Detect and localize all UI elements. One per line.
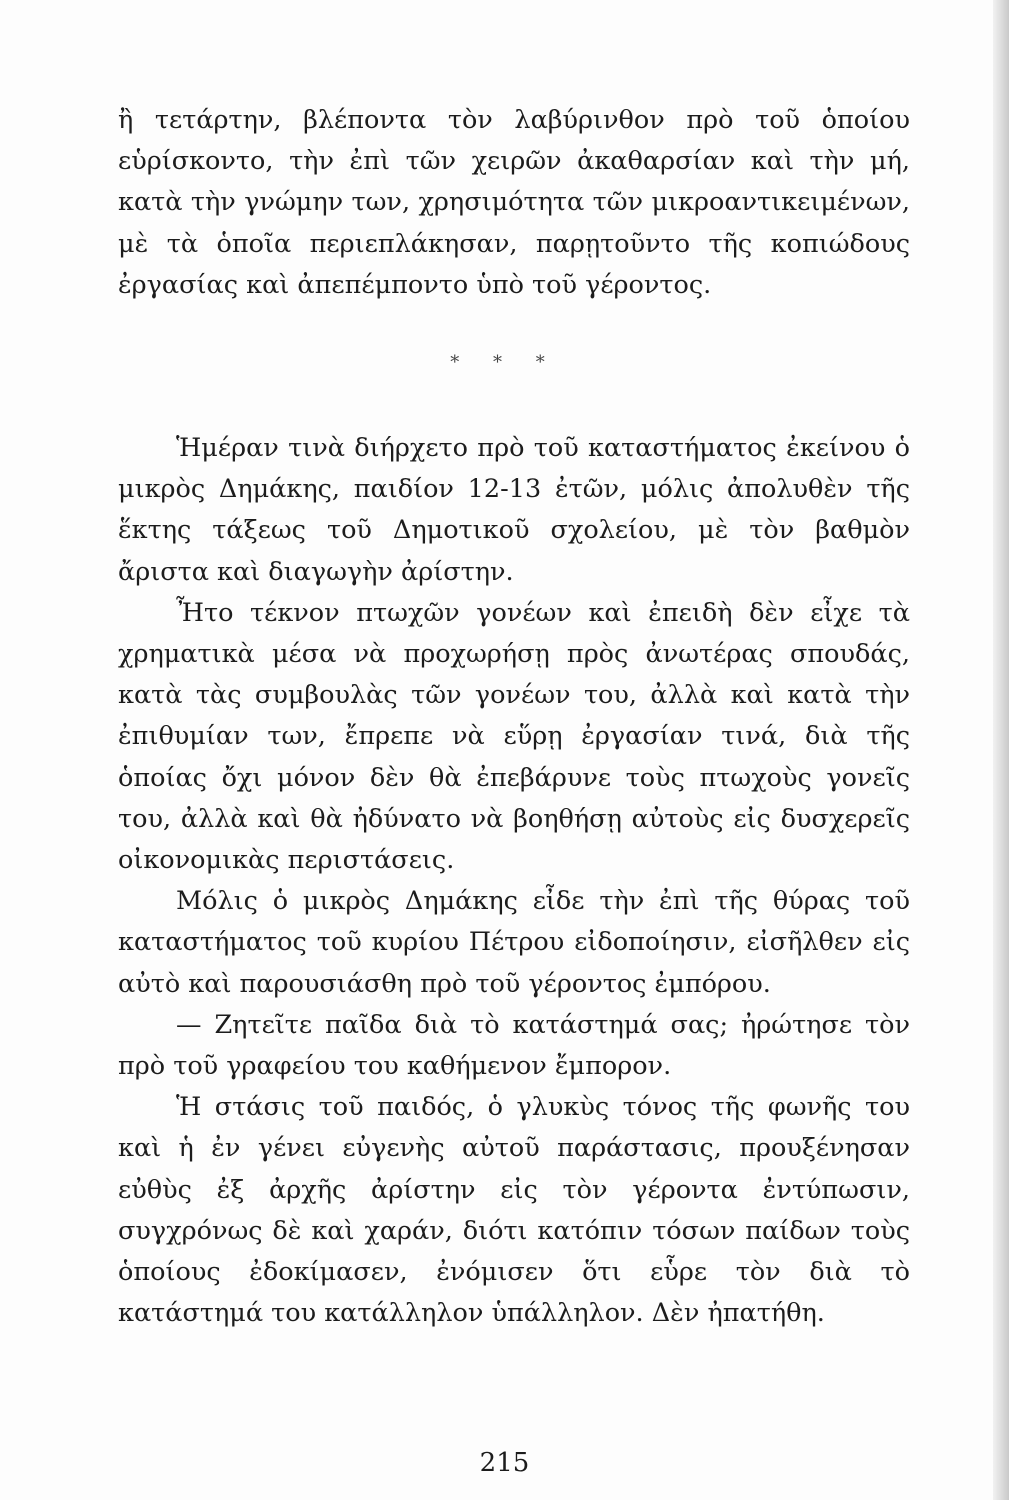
paragraph-3: Μόλις ὁ μικρὸς Δημάκης εἶδε τὴν ἐπὶ τῆς θύρας τοῦ καταστήματος τοῦ κυρίου Πέτρου εἰδοποίησιν, εἰσῆλθεν εἰς αὐτὸ καὶ παρουσιάσθη πρὸ τοῦ γέροντος ἐμπόρου. (118, 886, 910, 999)
paragraph-1: Ἡμέραν τινὰ διήρχετο πρὸ τοῦ καταστήματος ἐκείνου ὁ μικρὸς Δημάκης, παιδίον 12-13 ἐτῶν, μόλις ἀπολυθὲν τῆς ἕκτης τάξεως τοῦ Δημοτικοῦ σχολείου, μὲ τὸν βαθμὸν ἄριστα καὶ διαγωγὴν ἀρίστην. (118, 433, 910, 587)
continued-paragraph: ἢ τετάρτην, βλέποντα τὸν λαβύρινθον πρὸ τοῦ ὁποίου εὑρίσκοντο, τὴν ἐπὶ τῶν χειρῶν ἀκαθαρσίαν καὶ τὴν μή, κατὰ τὴν γνώμην των, χρησιμότητα τῶν μικροαντικειμένων, μὲ τὰ ὁποῖα περιεπλάκησαν, παρῃτοῦντο τῆς κοπιώδους ἐργασίας καὶ ἀπεπέμποντο ὑπὸ τοῦ γέροντος. (118, 105, 910, 300)
paragraph-5: Ἡ στάσις τοῦ παιδός, ὁ γλυκὺς τόνος τῆς φωνῆς του καὶ ἡ ἐν γένει εὐγενὴς αὐτοῦ παράστασις, προυξένησαν εὐθὺς ἐξ ἀρχῆς ἀρίστην εἰς τὸν γέροντα ἐντύπωσιν, συγχρόνως δὲ καὶ χαράν, διότι κατόπιν τόσων παίδων τοὺς ὁποίους ἐδοκίμασεν, ἐνόμισεν ὅτι εὗρε τὸν διὰ τὸ κατάστημά του κατάλληλον ὑπάλληλον. Δὲν ἠπατήθη. (118, 1092, 910, 1329)
page-number: 215 (479, 1448, 530, 1478)
paragraph-4-dialogue: — Ζητεῖτε παῖδα διὰ τὸ κατάστημά σας; ἠρώτησε τὸν πρὸ τοῦ γραφείου του καθήμενον ἔμπορον. (118, 1009, 910, 1082)
top-text-block (118, 100, 910, 306)
paragraph-2: Ἦτο τέκνον πτωχῶν γονέων καὶ ἐπειδὴ δὲν εἶχε τὰ χρηματικὰ μέσα νὰ προχωρήσῃ πρὸς ἀνωτέρας σπουδάς, κατὰ τὰς συμβουλὰς τῶν γονέων του, ἀλλὰ καὶ κατὰ τὴν ἐπιθυμίαν των, ἔπρεπε νὰ εὕρῃ ἐργασίαν τινά, διὰ τῆς ὁποίας ὄχι μόνον δὲν θὰ ἐπεβάρυνε τοὺς πτωχοὺς γονεῖς του, ἀλλὰ καὶ θὰ ἠδύνατο νὰ βοηθήσῃ αὐτοὺς εἰς δυσχερεῖς οἰκονομικὰς περιστάσεις. (118, 597, 910, 876)
main-text-block (118, 428, 910, 1334)
section-separator: * * * (450, 352, 559, 373)
page-edge-shadow (993, 0, 1009, 1500)
